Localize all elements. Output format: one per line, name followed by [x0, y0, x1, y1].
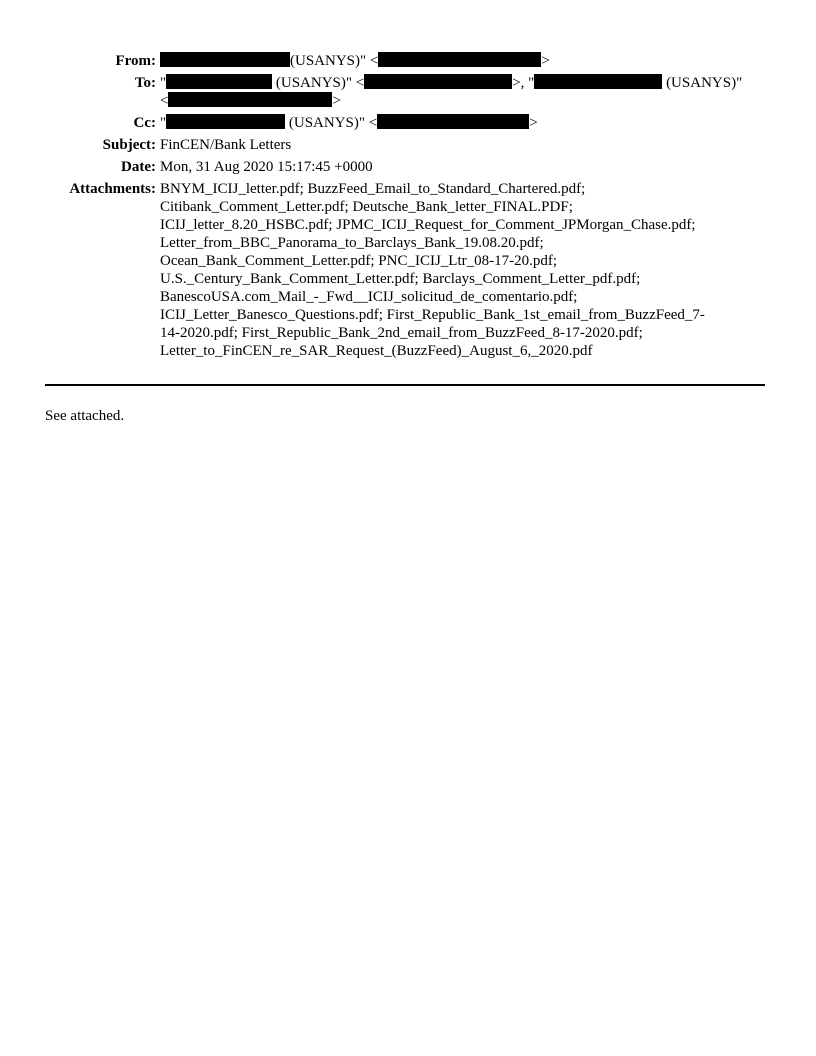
- redaction-box: [168, 92, 332, 107]
- attachment-line: U.S._Century_Bank_Comment_Letter.pdf; Barclays_Comment_Letter_pdf.pdf;: [160, 271, 641, 287]
- redaction-box: [166, 114, 285, 129]
- attachment-line: BanescoUSA.com_Mail_-_Fwd__ICIJ_solicitud_de_comentario.pdf;: [160, 289, 578, 305]
- to-value: [160, 74, 765, 110]
- cc-open-quote: ": [160, 115, 167, 131]
- to-suffix-1: (USANYS)" <: [272, 75, 365, 91]
- redaction-box: [166, 74, 272, 89]
- attachments-row: [0, 180, 816, 360]
- from-row: [0, 52, 816, 70]
- cc-row: [0, 114, 816, 132]
- email-header: [0, 52, 816, 360]
- from-label: From:: [115, 53, 156, 69]
- header-divider: [45, 384, 765, 386]
- attachment-line: Ocean_Bank_Comment_Letter.pdf; PNC_ICIJ_Ltr_08-17-20.pdf;: [160, 253, 558, 269]
- redaction-box: [377, 114, 529, 129]
- subject-label: Subject:: [102, 137, 156, 153]
- redaction-box: [378, 52, 541, 67]
- attachment-line: ICIJ_letter_8.20_HSBC.pdf; JPMC_ICIJ_Request_for_Comment_JPMorgan_Chase.pdf;: [160, 217, 696, 233]
- to-separator: >, ": [512, 75, 535, 91]
- to-suffix-2: (USANYS)": [662, 75, 743, 91]
- attachment-line: BNYM_ICIJ_letter.pdf; BuzzFeed_Email_to_Standard_Chartered.pdf;: [160, 181, 586, 197]
- date-value: Mon, 31 Aug 2020 15:17:45 +0000: [160, 159, 373, 175]
- redaction-box: [160, 52, 290, 67]
- to-line2-close: >: [332, 93, 341, 109]
- cc-end: >: [529, 115, 538, 131]
- redaction-box: [364, 74, 512, 89]
- attachment-line: Letter_to_FinCEN_re_SAR_Request_(BuzzFeed)_August_6,_2020.pdf: [160, 343, 593, 359]
- attachment-line: ICIJ_Letter_Banesco_Questions.pdf; First_Republic_Bank_1st_email_from_BuzzFeed_7-: [160, 307, 705, 323]
- date-row: [0, 158, 816, 176]
- attachment-line: 14-2020.pdf; First_Republic_Bank_2nd_email_from_BuzzFeed_8-17-2020.pdf;: [160, 325, 643, 341]
- redaction-box: [534, 74, 662, 89]
- cc-label: Cc:: [133, 115, 156, 131]
- attachments-label: Attachments:: [69, 181, 156, 197]
- subject-value: FinCEN/Bank Letters: [160, 137, 292, 153]
- to-open-quote: ": [160, 75, 167, 91]
- from-value: [160, 52, 765, 70]
- email-body: See attached.: [45, 408, 125, 424]
- attachment-line: Letter_from_BBC_Panorama_to_Barclays_Bank_19.08.20.pdf;: [160, 235, 544, 251]
- from-suffix: (USANYS)" <: [290, 53, 379, 69]
- attachments-list: [160, 180, 765, 360]
- cc-value: [160, 114, 765, 132]
- to-row: [0, 74, 816, 110]
- subject-row: [0, 136, 816, 154]
- to-label: To:: [134, 75, 156, 91]
- from-end: >: [541, 53, 550, 69]
- attachment-line: Citibank_Comment_Letter.pdf; Deutsche_Bank_letter_FINAL.PDF;: [160, 199, 573, 215]
- date-label: Date:: [121, 159, 156, 175]
- to-line2-open: <: [160, 93, 169, 109]
- cc-suffix: (USANYS)" <: [285, 115, 378, 131]
